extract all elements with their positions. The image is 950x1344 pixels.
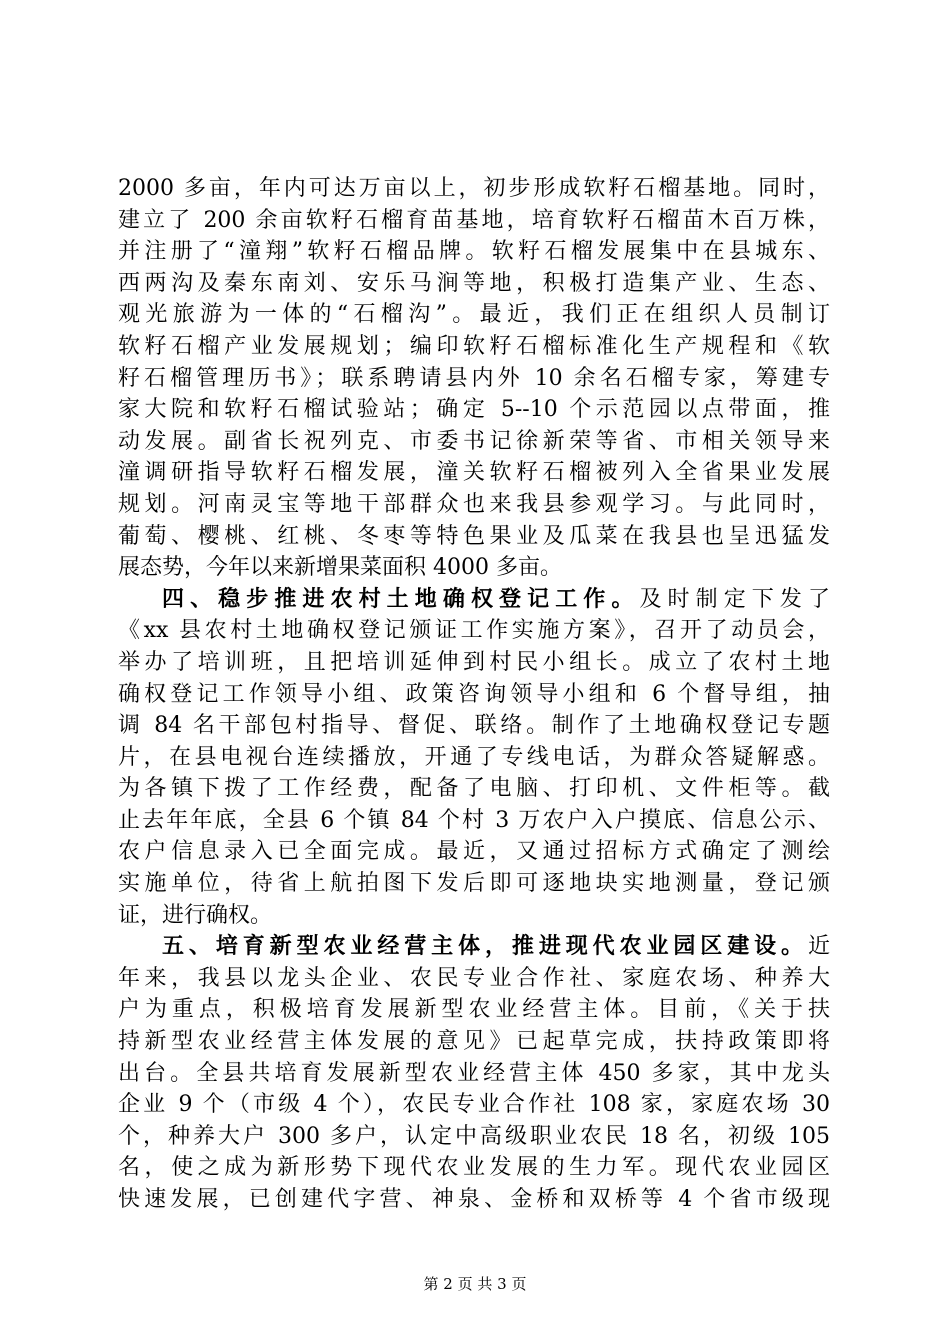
text-line: 《xx 县农村土地确权登记颁证工作实施方案》，召开了动员会， (118, 618, 830, 644)
text-line: 证，进行确权。 (118, 902, 273, 928)
text-line: 实施单位，待省上航拍图下发后即可逐地块实地测量，登记颁 (118, 871, 830, 897)
text-line: 软籽石榴产业发展规划；编印软籽石榴标准化生产规程和《软 (118, 333, 830, 359)
section-heading: 五、培育新型农业经营主体，推进现代农业园区建设。 (162, 933, 808, 960)
paragraph-first-line (118, 584, 830, 616)
text-line: 建立了 200 余亩软籽石榴育苗基地，培育软籽石榴苗木百万株， (118, 207, 830, 233)
paragraph-agri-entities (118, 931, 830, 1215)
text-line: 确权登记工作领导小组、政策咨询领导小组和 6 个督导组，抽 (118, 681, 830, 707)
text-line: 葡萄、樱桃、红桃、冬枣等特色果业及瓜菜在我县也呈迅猛发 (118, 523, 830, 549)
text-line: 户为重点，积极培育发展新型农业经营主体。目前，《关于扶 (118, 997, 830, 1023)
page-number-footer: 第 2 页 共 3 页 (423, 1275, 527, 1293)
document-body (118, 173, 830, 1216)
text-line: 举办了培训班，且把培训延伸到村民小组长。成立了农村土地 (118, 649, 830, 675)
text-line: 西两沟及秦东南刘、安乐马涧等地，积极打造集产业、生态、 (118, 270, 830, 296)
text-line: 2000 多亩，年内可达万亩以上，初步形成软籽石榴基地。同时， (118, 176, 830, 201)
paragraph-first-line (118, 931, 830, 963)
text-line: 籽石榴管理历书》；联系聘请县内外 10 余名石榴专家，筹建专 (118, 365, 830, 391)
text-line: 名，使之成为新形势下现代农业发展的生力军。现代农业园区 (118, 1155, 830, 1181)
text-line: 个，种养大户 300 多户，认定中高级职业农民 18 名，初级 105 (118, 1123, 830, 1149)
text-line: 动发展。副省长祝列克、市委书记徐新荣等省、市相关领导来 (118, 428, 830, 454)
text-line: 片，在县电视台连续播放，开通了专线电话，为群众答疑解惑。 (118, 744, 830, 770)
text-line: 规划。河南灵宝等地干部群众也来我县参观学习。与此同时， (118, 491, 830, 517)
text-line: 年来，我县以龙头企业、农民专业合作社、家庭农场、种养大 (118, 965, 830, 991)
text-line: 观光旅游为一体的“石榴沟”。最近，我们正在组织人员制订 (118, 302, 830, 328)
text-line: 快速发展，已创建代字营、神泉、金桥和双桥等 4 个省市级现 (118, 1187, 830, 1212)
text-line: 出台。全县共培育发展新型农业经营主体 450 多家，其中龙头 (118, 1060, 830, 1086)
text-line: 企业 9 个（市级 4 个），农民专业合作社 108 家，家庭农场 30 (118, 1092, 830, 1118)
text-line: 并注册了“潼翔”软籽石榴品牌。软籽石榴发展集中在县城东、 (118, 239, 830, 265)
paragraph-fruit-industry (118, 173, 830, 584)
text-line: 持新型农业经营主体发展的意见》已起草完成，扶持政策即将 (118, 1029, 830, 1055)
text-line: 止去年年底，全县 6 个镇 84 个村 3 万农户入户摸底、信息公示、 (118, 807, 830, 833)
text-line: 展态势，今年以来新增果菜面积 4000 多亩。 (118, 555, 562, 581)
text-line: 调 84 名干部包村指导、督促、联络。制作了土地确权登记专题 (118, 713, 830, 739)
text-run: 及时制定下发了 (639, 586, 830, 612)
text-line: 潼调研指导软籽石榴发展，潼关软籽石榴被列入全省果业发展 (118, 460, 830, 486)
text-run: 近 (807, 934, 830, 960)
text-line: 为各镇下拨了工作经费，配备了电脑、打印机、文件柜等。截 (118, 776, 830, 802)
text-line: 家大院和软籽石榴试验站；确定 5--10 个示范园以点带面，推 (118, 397, 830, 423)
text-line: 农户信息录入已全面完成。最近，又通过招标方式确定了测绘 (118, 839, 830, 865)
paragraph-land-rights (118, 584, 830, 932)
section-heading: 四、稳步推进农村土地确权登记工作。 (162, 585, 640, 612)
